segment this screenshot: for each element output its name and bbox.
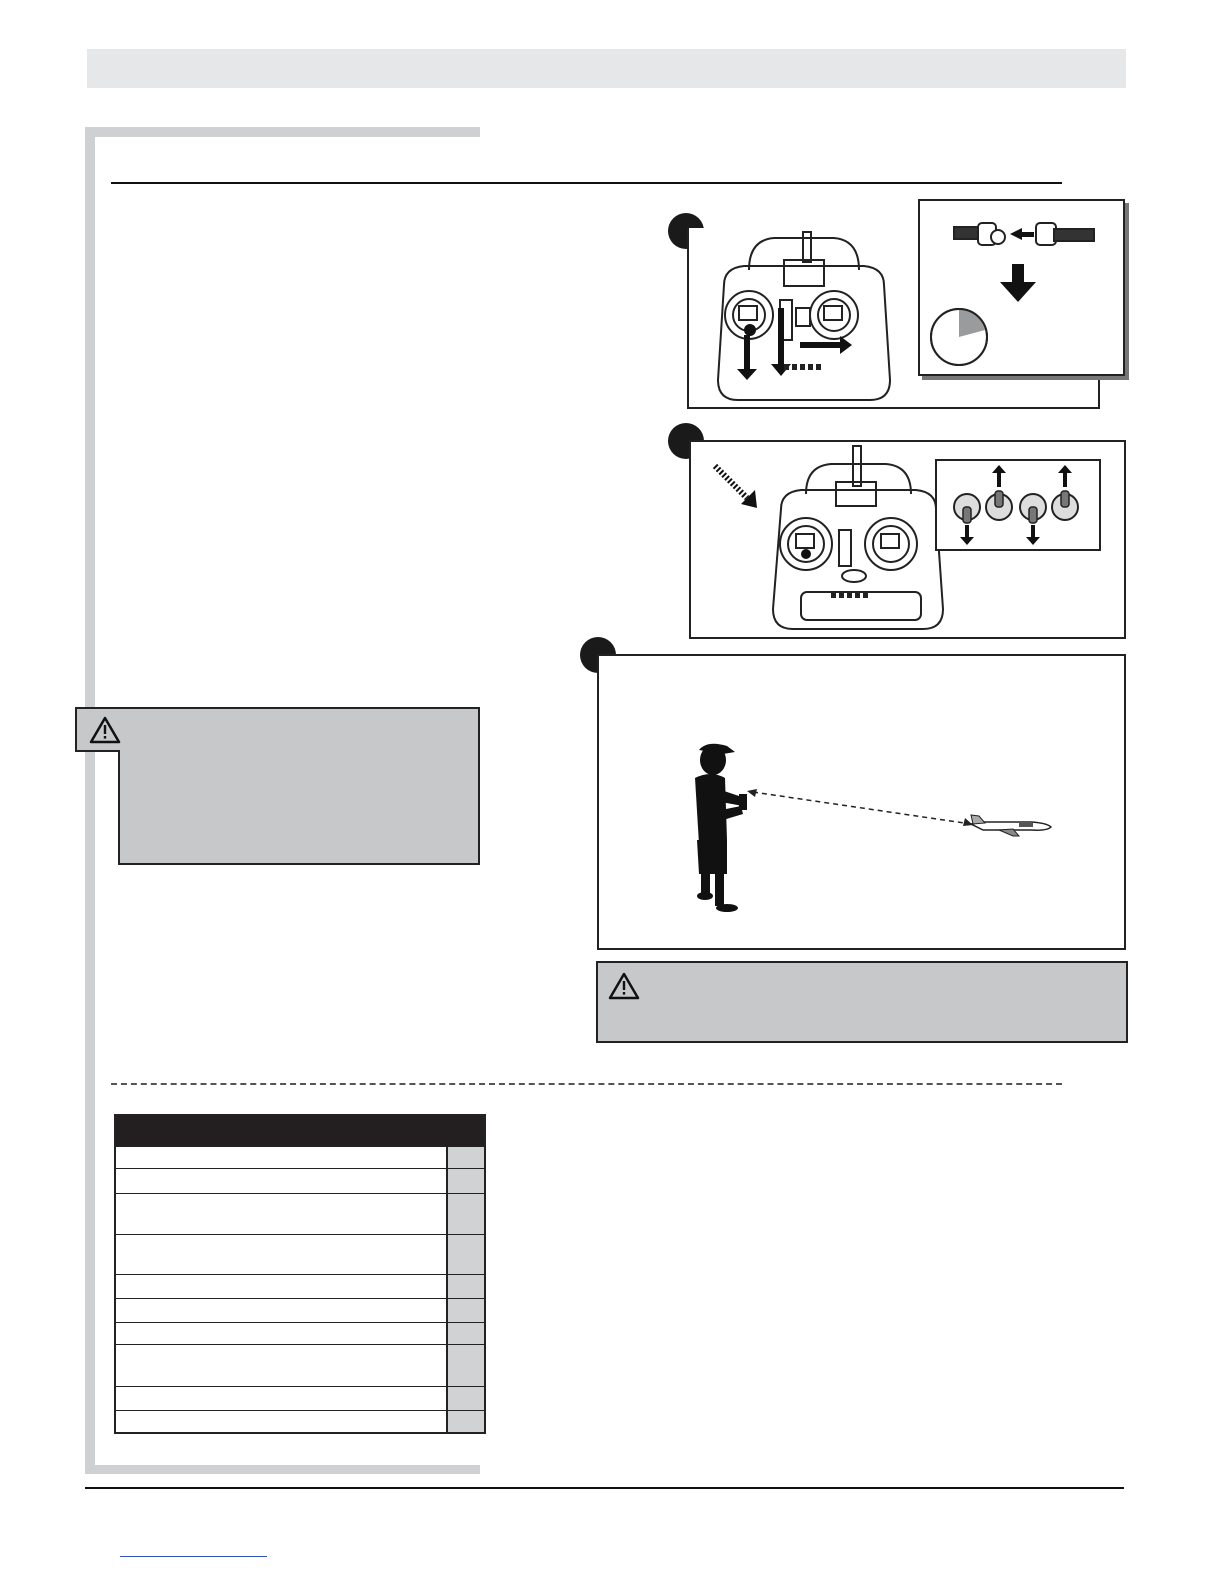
checklist-header-row (115, 1115, 485, 1147)
warning-triangle-icon (89, 716, 121, 744)
header-band (87, 49, 1126, 88)
table-row (115, 1275, 485, 1299)
checklist-checkbox[interactable] (447, 1235, 485, 1275)
airplane-icon (969, 814, 1053, 838)
table-row (115, 1411, 485, 1433)
footer-rule (85, 1487, 1124, 1489)
checklist-item-label (115, 1345, 447, 1387)
warning-2-box (596, 961, 1128, 1043)
checklist-item-label (115, 1387, 447, 1411)
toggle-switch-icon (937, 461, 1099, 549)
checklist-checkbox[interactable] (447, 1275, 485, 1299)
arrow-down-icon (1000, 264, 1036, 304)
table-row (115, 1323, 485, 1345)
checklist-item-label (115, 1299, 447, 1323)
warning-triangle-icon (608, 972, 640, 1000)
table-row (115, 1387, 485, 1411)
figure-2-box (689, 440, 1126, 639)
connector-icon (950, 217, 1100, 253)
pilot-silhouette-icon (687, 740, 767, 920)
figure-3-box (597, 654, 1126, 950)
checklist-item-label (115, 1169, 447, 1194)
checklist-checkbox[interactable] (447, 1299, 485, 1323)
checklist-checkbox[interactable] (447, 1323, 485, 1345)
line-of-sight (747, 788, 977, 828)
checklist-checkbox[interactable] (447, 1194, 485, 1235)
transmitter-icon (704, 230, 904, 408)
checklist-item-label (115, 1323, 447, 1345)
checklist-checkbox[interactable] (447, 1147, 485, 1169)
checklist-checkbox[interactable] (447, 1411, 485, 1433)
dashed-divider (111, 1083, 1062, 1085)
transmitter-icon (751, 444, 961, 639)
timer-icon (928, 306, 990, 368)
frame-top-bar (85, 127, 480, 137)
power-arrow-icon (711, 462, 761, 512)
section-rule (111, 182, 1062, 184)
warning-1-box (118, 707, 480, 865)
table-row (115, 1299, 485, 1323)
switch-inset (935, 459, 1101, 551)
footer-link[interactable] (120, 1556, 267, 1557)
table-row (115, 1235, 485, 1275)
checklist-item-label (115, 1147, 447, 1169)
table-row (115, 1345, 485, 1387)
checklist-checkbox[interactable] (447, 1387, 485, 1411)
warning-1-leftline (118, 750, 120, 865)
frame-bottom-bar (85, 1465, 480, 1474)
checklist-item-label (115, 1194, 447, 1235)
frame-left-bar (85, 127, 95, 1474)
checklist-table (114, 1114, 486, 1434)
checklist-header (115, 1115, 485, 1147)
checklist-item-label (115, 1411, 447, 1433)
table-row (115, 1169, 485, 1194)
checklist-item-label (115, 1235, 447, 1275)
figure-1-inset (918, 199, 1125, 376)
checklist-checkbox[interactable] (447, 1345, 485, 1387)
table-row (115, 1147, 485, 1169)
table-row (115, 1194, 485, 1235)
checklist-checkbox[interactable] (447, 1169, 485, 1194)
checklist-item-label (115, 1275, 447, 1299)
